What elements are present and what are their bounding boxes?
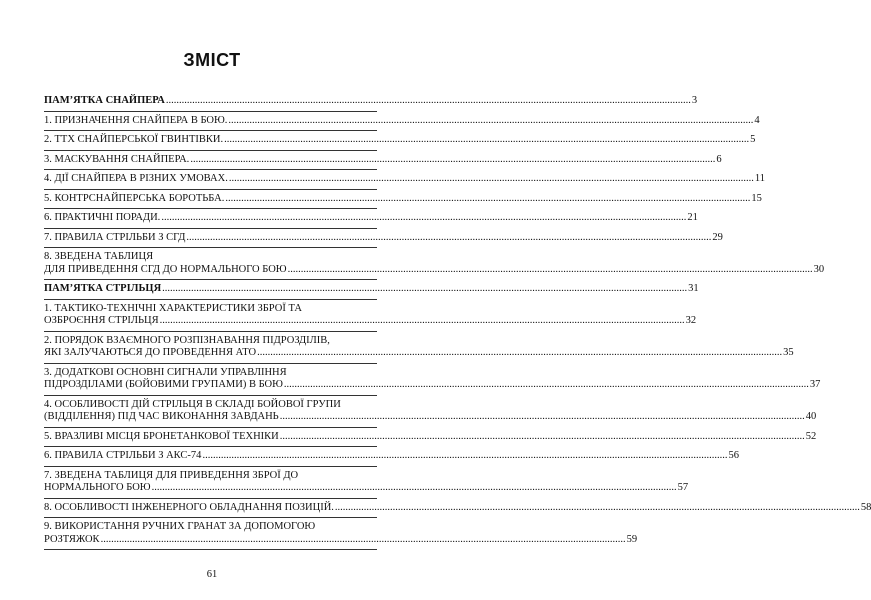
toc-entry-page: 56 xyxy=(728,450,739,461)
toc-entry-page: 35 xyxy=(783,347,794,358)
toc-entry-label: (ВІДДІЛЕННЯ) ПІД ЧАС ВИКОНАННЯ ЗАВДАНЬ xyxy=(44,411,279,422)
toc-entry-page: 4 xyxy=(754,114,760,126)
toc-entry xyxy=(44,467,689,499)
toc-entry-row xyxy=(44,533,638,547)
dot-leader: ........................................................................................................................................................................................................ xyxy=(279,430,805,442)
toc-entry-page: 37 xyxy=(809,379,821,390)
toc-entry xyxy=(44,300,697,332)
toc-entry-label: 4. ДІЇ СНАЙПЕРА В РІЗНИХ УМОВАХ. xyxy=(44,173,228,184)
toc-entry-page: 58 xyxy=(860,501,871,513)
toc-entry xyxy=(44,229,723,249)
toc-entry xyxy=(44,518,638,550)
toc-entry xyxy=(44,248,825,280)
toc-entry xyxy=(44,332,794,364)
toc-entry-row xyxy=(44,482,689,495)
dot-leader: ........................................................................................................................................................................................................ xyxy=(100,533,626,545)
toc-entry xyxy=(44,92,698,112)
dot-leader: ........................................................................................................................................................................................................ xyxy=(334,501,860,513)
dot-leader: ........................................................................................................................................................................................................ xyxy=(287,263,813,275)
toc-entry xyxy=(44,428,817,448)
toc-entry-page: 5 xyxy=(750,134,756,145)
toc-entry-page: 52 xyxy=(805,430,817,442)
table-of-contents xyxy=(44,92,871,550)
toc-entry-row xyxy=(44,153,722,167)
toc-entry-page: 21 xyxy=(687,212,698,223)
toc-entry-label: 2. ПОРЯДОК ВЗАЄМНОГО РОЗПІЗНАВАННЯ ПІДРОЗДІЛІВ, xyxy=(44,334,330,346)
toc-entry-row xyxy=(44,411,817,424)
toc-entry-row xyxy=(44,315,697,328)
toc-entry xyxy=(44,151,722,171)
toc-entry xyxy=(44,447,739,467)
dot-leader: ........................................................................................................................................................................................................ xyxy=(151,482,677,493)
toc-entry-label: 3. ДОДАТКОВІ ОСНОВНІ СИГНАЛИ УПРАВЛІННЯ xyxy=(44,366,287,378)
toc-entry-page: 40 xyxy=(805,411,817,422)
dot-leader: ........................................................................................................................................................................................................ xyxy=(228,173,754,184)
toc-entry-label: ЯКІ ЗАЛУЧАЮТЬСЯ ДО ПРОВЕДЕННЯ АТО xyxy=(44,347,257,358)
dot-leader: ........................................................................................................................................................................................................ xyxy=(228,114,754,126)
dot-leader: ........................................................................................................................................................................................................ xyxy=(162,283,688,294)
toc-entry-label: 2. ТТХ СНАЙПЕРСЬКОЇ ГВИНТІВКИ. xyxy=(44,134,224,145)
toc-entry xyxy=(44,499,871,519)
dot-leader: ........................................................................................................................................................................................................ xyxy=(186,231,712,243)
dot-leader: ........................................................................................................................................................................................................ xyxy=(190,153,716,165)
toc-entry-label: 5. ВРАЗЛИВІ МІСЦЯ БРОНЕТАНКОВОЇ ТЕХНІКИ xyxy=(44,430,279,442)
toc-entry-page: 57 xyxy=(677,482,689,493)
toc-entry xyxy=(44,131,756,151)
toc-entry-page: 32 xyxy=(685,315,697,326)
toc-entry-label: 8. ОСОБЛИВОСТІ ІНЖЕНЕРНОГО ОБЛАДНАННЯ ПОЗИЦІЙ. xyxy=(44,501,334,513)
toc-entry-row xyxy=(44,283,699,296)
toc-entry-row xyxy=(44,95,698,108)
toc-entry-label: 4. ОСОБЛИВОСТІ ДІЙ СТРІЛЬЦЯ В СКЛАДІ БОЙОВОЇ ГРУПИ xyxy=(44,398,341,410)
toc-entry-label: 7. ЗВЕДЕНА ТАБЛИЦЯ ДЛЯ ПРИВЕДЕННЯ ЗБРОЇ ДО xyxy=(44,469,299,481)
toc-entry-label: 9. ВИКОРИСТАННЯ РУЧНИХ ГРАНАТ ЗА ДОПОМОГОЮ xyxy=(44,521,316,532)
toc-entry-page: 29 xyxy=(712,231,723,243)
dot-leader: ........................................................................................................................................................................................................ xyxy=(165,95,691,106)
toc-entry-page: 15 xyxy=(751,192,762,204)
toc-entry-label: ДЛЯ ПРИВЕДЕННЯ СГД ДО НОРМАЛЬНОГО БОЮ xyxy=(44,263,287,275)
toc-entry-row xyxy=(44,347,794,360)
toc-entry-label: 7. ПРАВИЛА СТРІЛЬБИ З СГД xyxy=(44,231,186,243)
toc-entry-label: НОРМАЛЬНОГО БОЮ xyxy=(44,482,151,493)
dot-leader: ........................................................................................................................................................................................................ xyxy=(224,134,750,145)
toc-entry-label: ПІДРОЗДІЛАМИ (БОЙОВИМИ ГРУПАМИ) В БОЮ xyxy=(44,379,283,390)
dot-leader: ........................................................................................................................................................................................................ xyxy=(225,192,751,204)
toc-entry-label: ОЗБРОЄННЯ СТРІЛЬЦЯ xyxy=(44,315,159,326)
toc-entry-row xyxy=(44,114,760,128)
toc-entry-page: 30 xyxy=(813,263,825,275)
toc-entry-row xyxy=(44,263,825,277)
page-title: ЗМІСТ xyxy=(183,50,241,70)
toc-entry-row xyxy=(44,192,762,206)
toc-entry-page: 59 xyxy=(626,533,638,545)
toc-entry xyxy=(44,396,817,428)
toc-entry-page: 6 xyxy=(716,153,722,165)
dot-leader: ........................................................................................................................................................................................................ xyxy=(161,212,687,223)
toc-entry xyxy=(44,190,762,210)
toc-entry-label: РОЗТЯЖОК xyxy=(44,533,100,545)
toc-entry xyxy=(44,170,765,190)
toc-entry-label: 5. КОНТРСНАЙПЕРСЬКА БОРОТЬБА. xyxy=(44,192,225,204)
toc-entry-row xyxy=(44,173,765,186)
toc-entry-label: ПАМ’ЯТКА СТРІЛЬЦЯ xyxy=(44,283,162,294)
toc-entry-row xyxy=(44,231,723,245)
toc-entry-label: 1. ТАКТИКО-ТЕХНІЧНІ ХАРАКТЕРИСТИКИ ЗБРОЇ ТА xyxy=(44,302,302,314)
toc-entry-label: 6. ПРАВИЛА СТРІЛЬБИ З АКС-74 xyxy=(44,450,202,461)
dot-leader: ........................................................................................................................................................................................................ xyxy=(283,379,809,390)
toc-entry-row xyxy=(44,134,756,147)
toc-entry-row xyxy=(44,212,698,225)
dot-leader: ........................................................................................................................................................................................................ xyxy=(159,315,685,326)
toc-entry xyxy=(44,112,760,132)
toc-entry xyxy=(44,364,821,396)
toc-entry xyxy=(44,280,699,300)
toc-entry-row xyxy=(44,430,817,444)
toc-entry-page: 11 xyxy=(754,173,765,184)
toc-entry-label: 1. ПРИЗНАЧЕННЯ СНАЙПЕРА В БОЮ. xyxy=(44,114,228,126)
toc-entry-page: 31 xyxy=(688,283,699,294)
toc-entry-label: 8. ЗВЕДЕНА ТАБЛИЦЯ xyxy=(44,251,154,262)
page-number: 61 xyxy=(206,569,218,580)
toc-entry-label: 6. ПРАКТИЧНІ ПОРАДИ. xyxy=(44,212,161,223)
toc-entry-label: 3. МАСКУВАННЯ СНАЙПЕРА. xyxy=(44,153,190,165)
toc-entry xyxy=(44,209,698,229)
dot-leader: ........................................................................................................................................................................................................ xyxy=(202,450,728,461)
toc-entry-row xyxy=(44,450,739,463)
toc-entry-row xyxy=(44,379,821,392)
toc-entry-row xyxy=(44,501,871,515)
dot-leader: ........................................................................................................................................................................................................ xyxy=(279,411,805,422)
toc-entry-label: ПАМ’ЯТКА СНАЙПЕРА xyxy=(44,95,165,106)
toc-entry-page: 3 xyxy=(691,95,698,106)
dot-leader: ........................................................................................................................................................................................................ xyxy=(257,347,783,358)
